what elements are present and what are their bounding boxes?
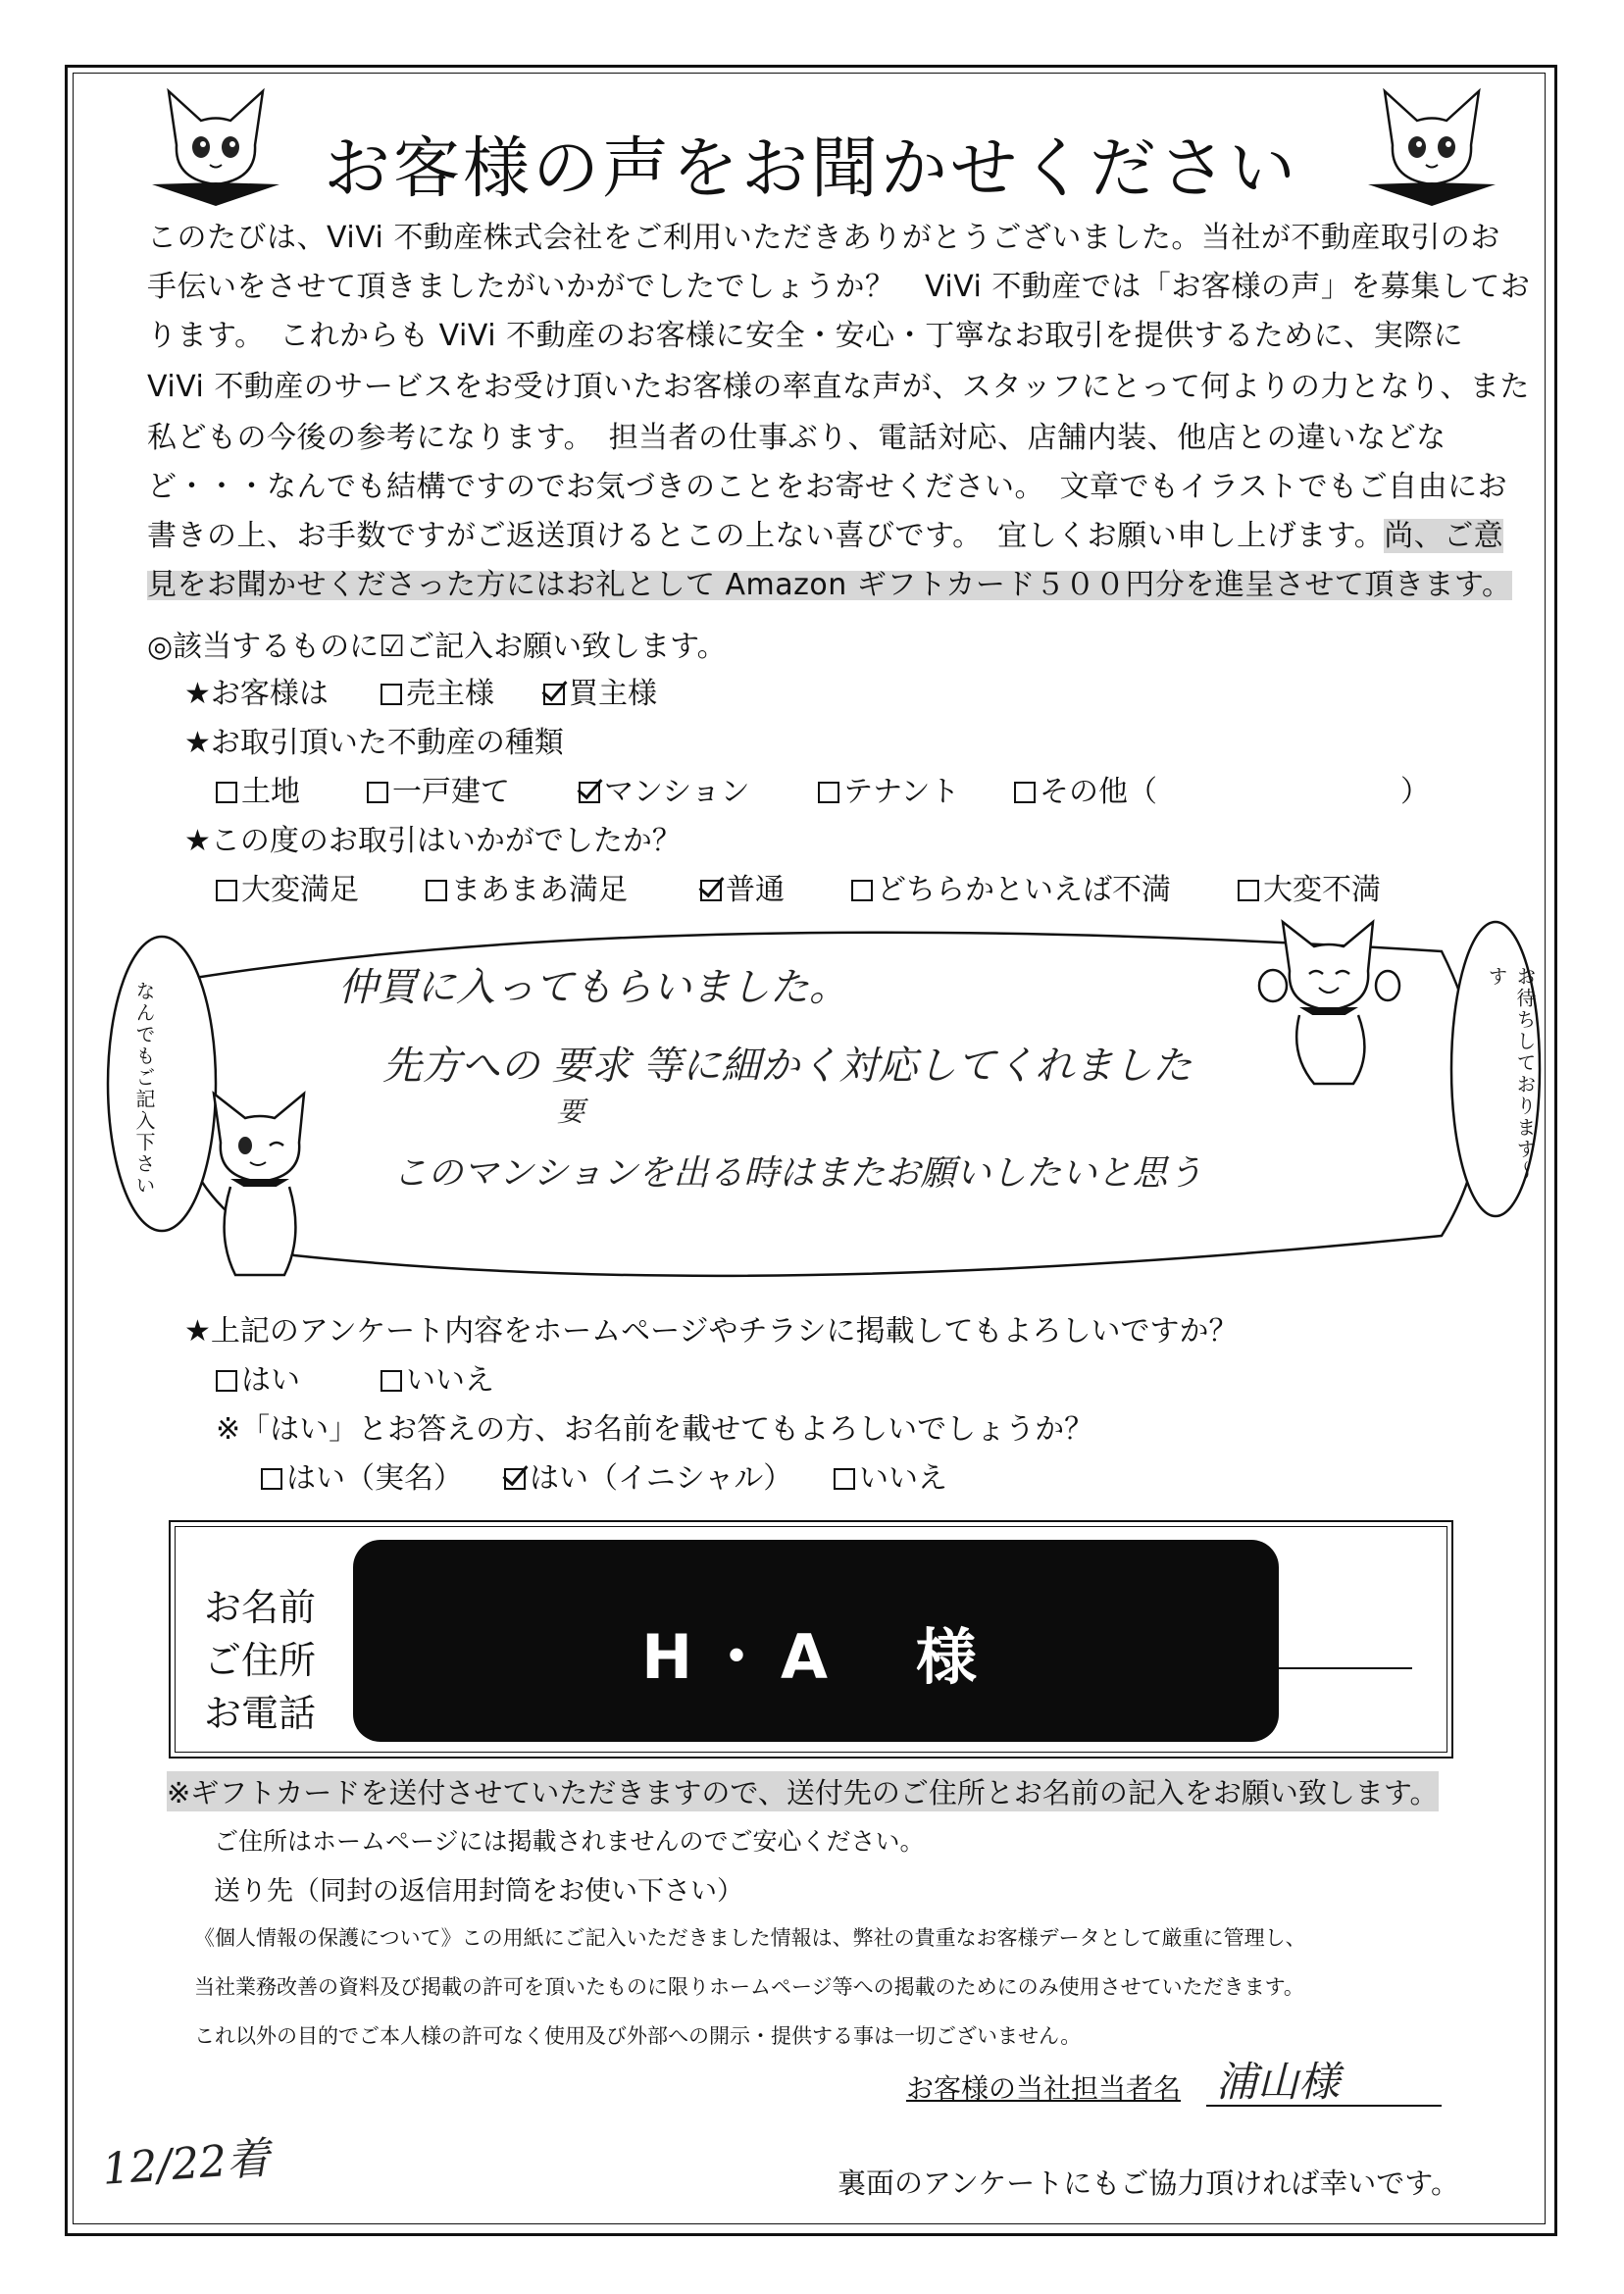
- gift-note: ※ギフトカードを送付させていただきますので、送付先のご住所とお名前の記入をお願い致します。: [167, 1771, 1439, 1811]
- option-label: 土地: [241, 775, 300, 809]
- q5-label: ※「はい」とお答えの方、お名前を載せてもよろしいでしょうか？: [216, 1412, 1094, 1447]
- mascot-cat-winking-icon: [196, 1089, 324, 1285]
- page-title: お客様の声をお聞かせください: [324, 130, 1299, 208]
- option-label: 一戸建て: [392, 775, 510, 809]
- q5-option-no[interactable]: [834, 1453, 947, 1497]
- option-label: いいえ: [406, 1363, 494, 1398]
- mascot-cat-waving-icon: [1255, 917, 1402, 1089]
- q4-option-no[interactable]: [381, 1355, 494, 1399]
- staff-label: お客様の当社担当者名: [906, 2072, 1182, 2105]
- redacted-name: H・A 様: [641, 1621, 990, 1693]
- intro-highlight-2: 見をお聞かせくださった方にはお礼として Amazon ギフトカード５００円分を進呈させて頂きます。: [147, 568, 1512, 602]
- checkbox-icon[interactable]: [851, 880, 873, 901]
- intro-line-5: 私どもの今後の参考になります。 担当者の仕事ぶり、電話対応、店舗内装、他店との違いなどな: [147, 421, 1446, 455]
- checkbox-icon[interactable]: [1238, 880, 1259, 901]
- phone-label: お電話: [204, 1692, 317, 1735]
- q3-option-somewhat-satisfied[interactable]: [426, 865, 628, 908]
- option-label: 普通: [726, 873, 785, 907]
- checkbox-icon[interactable]: [216, 880, 237, 901]
- handwritten-insert: 要: [557, 1096, 585, 1128]
- intro-line-4: ViVi 不動産のサービスをお受け頂いたお客様の率直な声が、スタッフにとって何よりの力となり、また: [147, 370, 1530, 404]
- q2-option-land[interactable]: [216, 767, 300, 810]
- option-label: 売主様: [406, 677, 494, 711]
- intro-line-3: ります。 これからも ViVi 不動産のお客様に安全・安心・丁寧なお取引を提供するために、実際に: [147, 319, 1464, 353]
- checkbox-icon[interactable]: [381, 1370, 402, 1392]
- q2-option-mansion[interactable]: [579, 767, 750, 810]
- handwritten-line-3: このマンションを出る時はまたお願いしたいと思う: [392, 1153, 1203, 1194]
- checked-checkbox-icon[interactable]: [579, 782, 600, 803]
- address-note: ご住所はホームページには掲載されませんのでご安心ください。: [214, 1827, 925, 1856]
- checkbox-icon[interactable]: [216, 1370, 237, 1392]
- intro-highlight-1: 尚、ご意: [1384, 519, 1504, 553]
- bubble-left-text: なんでもご記入下さい: [132, 981, 156, 1197]
- option-label: まあまあ満足: [451, 873, 628, 907]
- intro-line-7-text: 書きの上、お手数ですがご返送頂けるとこの上ない喜びです。 宜しくお願い申し上げます。: [147, 519, 1385, 553]
- option-label: 大変満足: [241, 873, 359, 907]
- q1-label: ★お客様は: [184, 677, 329, 711]
- q2-option-tenant[interactable]: [818, 767, 960, 810]
- footer-note: 裏面のアンケートにもご協力頂ければ幸いです。: [837, 2167, 1459, 2200]
- q1-option-buyer[interactable]: [543, 669, 657, 712]
- intro-line-2: 手伝いをさせて頂きましたがいかがでしたでしょうか？ ViVi 不動産では「お客様の声」を募集してお: [147, 270, 1531, 304]
- privacy-line-1: 《個人情報の保護について》この用紙にご記入いただきました情報は、弊社の貴重なお客様データとして厳重に管理し、: [194, 1926, 1306, 1950]
- checkbox-icon[interactable]: [426, 880, 447, 901]
- option-label: はい（実名）: [286, 1461, 463, 1496]
- checkbox-icon[interactable]: [1014, 782, 1036, 803]
- send-to: 送り先（同封の返信用封筒をお使い下さい）: [214, 1876, 743, 1907]
- bubble-right-text: お待ちしております〜す: [1485, 966, 1537, 1182]
- received-stamp: 12/22着: [100, 2133, 272, 2195]
- option-label: いいえ: [859, 1461, 947, 1496]
- privacy-line-3: これ以外の目的でご本人様の許可なく使用及び外部への開示・提供する事は一切ございません。: [194, 2024, 1082, 2048]
- checkbox-icon[interactable]: [381, 684, 402, 705]
- privacy-line-2: 当社業務改善の資料及び掲載の許可を頂いたものに限りホームページ等への掲載のためにのみ使用させていただきます。: [194, 1975, 1304, 1999]
- q3-option-somewhat-unsatisfied[interactable]: [851, 865, 1171, 908]
- q2-other-close: ）: [1400, 775, 1430, 809]
- q2-label: ★お取引頂いた不動産の種類: [184, 726, 564, 760]
- intro-line-7: [147, 519, 1504, 553]
- option-label: 大変不満: [1263, 873, 1381, 907]
- handwritten-line-1: 仲買に入ってもらいました。: [338, 965, 848, 1010]
- instruction: ◎該当するものに☑ご記入お願い致します。: [147, 630, 727, 664]
- intro-line-1: このたびは、ViVi 不動産株式会社をご利用いただきありがとうございました。当社が不動産取引のお: [147, 221, 1500, 255]
- option-label: はい（イニシャル）: [530, 1461, 793, 1496]
- q3-option-normal[interactable]: [700, 865, 785, 908]
- q4-label: ★上記のアンケート内容をホームページやチラシに掲載してもよろしいですか？: [184, 1314, 1239, 1349]
- mascot-cat-left-icon: [147, 86, 284, 209]
- handwritten-line-2: 先方への 要求 等に細かく対応してくれました: [382, 1044, 1193, 1089]
- q4-option-yes[interactable]: [216, 1355, 300, 1399]
- checkbox-icon[interactable]: [367, 782, 388, 803]
- intro-line-6: ど・・・なんでも結構ですのでお気づきのことをお寄せください。 文章でもイラストでもご自由にお: [147, 470, 1508, 504]
- checkbox-icon[interactable]: [818, 782, 839, 803]
- option-label: テナント: [843, 775, 960, 809]
- option-label: マンション: [604, 775, 750, 809]
- option-label: 買主様: [569, 677, 657, 711]
- q2-option-other[interactable]: [1014, 767, 1157, 810]
- staff-name: 浦山様: [1216, 2058, 1341, 2106]
- option-label: はい: [241, 1363, 300, 1398]
- checkbox-icon[interactable]: [261, 1468, 282, 1490]
- q3-label: ★この度のお取引はいかがでしたか？: [184, 824, 682, 858]
- q5-option-initial[interactable]: [504, 1453, 792, 1497]
- q2-option-house[interactable]: [367, 767, 510, 810]
- checked-checkbox-icon[interactable]: [504, 1468, 526, 1490]
- address-label: ご住所: [204, 1639, 317, 1682]
- option-label: どちらかといえば不満: [877, 873, 1171, 907]
- q1-option-seller[interactable]: [381, 669, 494, 712]
- mascot-cat-right-icon: [1363, 86, 1500, 209]
- checked-checkbox-icon[interactable]: [543, 684, 565, 705]
- checked-checkbox-icon[interactable]: [700, 880, 722, 901]
- address-underline: [1275, 1667, 1412, 1669]
- checkbox-icon[interactable]: [834, 1468, 855, 1490]
- q5-option-real-name[interactable]: [261, 1453, 463, 1497]
- staff-underline: [1206, 2105, 1442, 2107]
- option-label: その他（: [1040, 775, 1157, 809]
- name-label: お名前: [204, 1586, 317, 1629]
- checkbox-icon[interactable]: [216, 782, 237, 803]
- q3-option-very-satisfied[interactable]: [216, 865, 359, 908]
- q3-option-very-unsatisfied[interactable]: [1238, 865, 1381, 908]
